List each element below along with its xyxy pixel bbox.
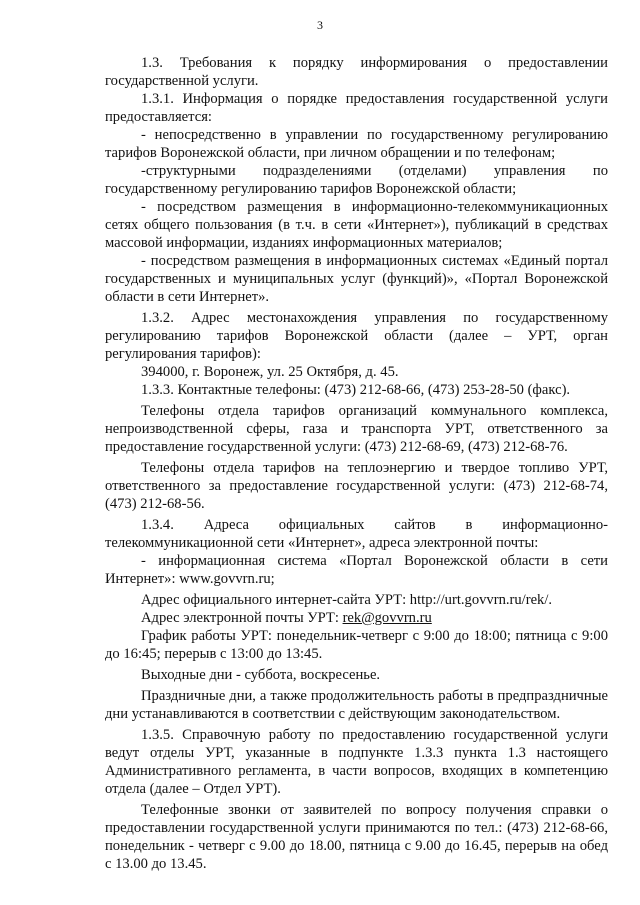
paragraph-1-3-heading: 1.3. Требования к порядку информирования о предоставлении государственной услуги. — [105, 55, 608, 89]
address-line: 394000, г. Воронеж, ул. 25 Октября, д. 45. — [141, 364, 399, 380]
phone-inquiries-paragraph: Телефонные звонки от заявителей по вопросу получения справки о предоставлении государственной услуги принимаются по тел.: (473) 212-68-66, понедельник - четверг с 9.00 до 18.00, пятница с 9.00 до 16.45, перерыв на обед с 13.00 до 13.45. — [105, 802, 608, 872]
paragraph-1-3-1: 1.3.1. Информация о порядке предоставления государственной услуги предоставляется: — [105, 91, 608, 125]
list-item-networks: - посредством размещения в информационно-телекоммуникационных сетях общего пользования (в т.ч. в сети «Интернет»), публикаций в средствах массовой информации, изданиях информационных материалов; — [105, 199, 608, 251]
email-line — [105, 609, 608, 627]
list-item-info-systems: - посредством размещения в информационных системах «Единый портал государственных и муниципальных услуг (функций)», «Портал Воронежской области в сети Интернет». — [105, 253, 608, 305]
schedule-line: График работы УРТ: понедельник-четверг с 9:00 до 18:00; пятница с 9:00 до 16:45; перерыв с 13:00 до 13:45. — [105, 628, 608, 662]
paragraph-1-3-2: 1.3.2. Адрес местонахождения управления по государственному регулированию тарифов Воронежской области (далее – УРТ, орган регулирования тарифов): — [105, 310, 608, 362]
email-link[interactable]: rek@govvrn.ru — [342, 610, 432, 626]
holidays-paragraph: Праздничные дни, а также продолжительность работы в предпраздничные дни устанавливаются в соответствии с действующим законодательством. — [105, 688, 608, 722]
weekend-line: Выходные дни - суббота, воскресенье. — [141, 667, 381, 683]
portal-line: - информационная система «Портал Воронежской области в сети Интернет»: www.govvrn.ru; — [105, 553, 608, 587]
phones-heat-dept: Телефоны отдела тарифов на теплоэнергию и твердое топливо УРТ, ответственного за предоставление государственной услуги: (473) 212-68-74, (473) 212-68-56. — [105, 460, 608, 512]
paragraph-1-3-3: 1.3.3. Контактные телефоны: (473) 212-68-66, (473) 253-28-50 (факс). — [141, 382, 571, 398]
list-item-in-person: - непосредственно в управлении по государственному регулированию тарифов Воронежской области, при личном обращении и по телефонам; — [105, 127, 608, 161]
email-label: Адрес электронной почты УРТ: — [141, 610, 343, 626]
paragraph-1-3-4: 1.3.4. Адреса официальных сайтов в информационно-телекоммуникационной сети «Интернет», адреса электронной почты: — [105, 517, 608, 551]
paragraph-1-3-5: 1.3.5. Справочную работу по предоставлению государственной услуги ведут отделы УРТ, указанные в подпункте 1.3.3 пункта 1.3 настоящего Административного регламента, в части вопросов, входящих в компетенцию отдела (далее – Отдел УРТ). — [105, 727, 608, 797]
document-body — [105, 54, 608, 873]
list-item-departments: -структурными подразделениями (отделами) управления по государственному регулированию тарифов Воронежской области; — [105, 163, 608, 197]
website-line: Адрес официального интернет-сайта УРТ: http://urt.govvrn.ru/rek/. — [141, 592, 553, 608]
phones-communal-dept: Телефоны отдела тарифов организаций коммунального комплекса, непроизводственной сферы, газа и транспорта УРТ, ответственного за предоставление государственной услуги: (473) 212-68-69, (473) 212-68-76. — [105, 403, 608, 455]
page-number: 3 — [317, 18, 323, 32]
